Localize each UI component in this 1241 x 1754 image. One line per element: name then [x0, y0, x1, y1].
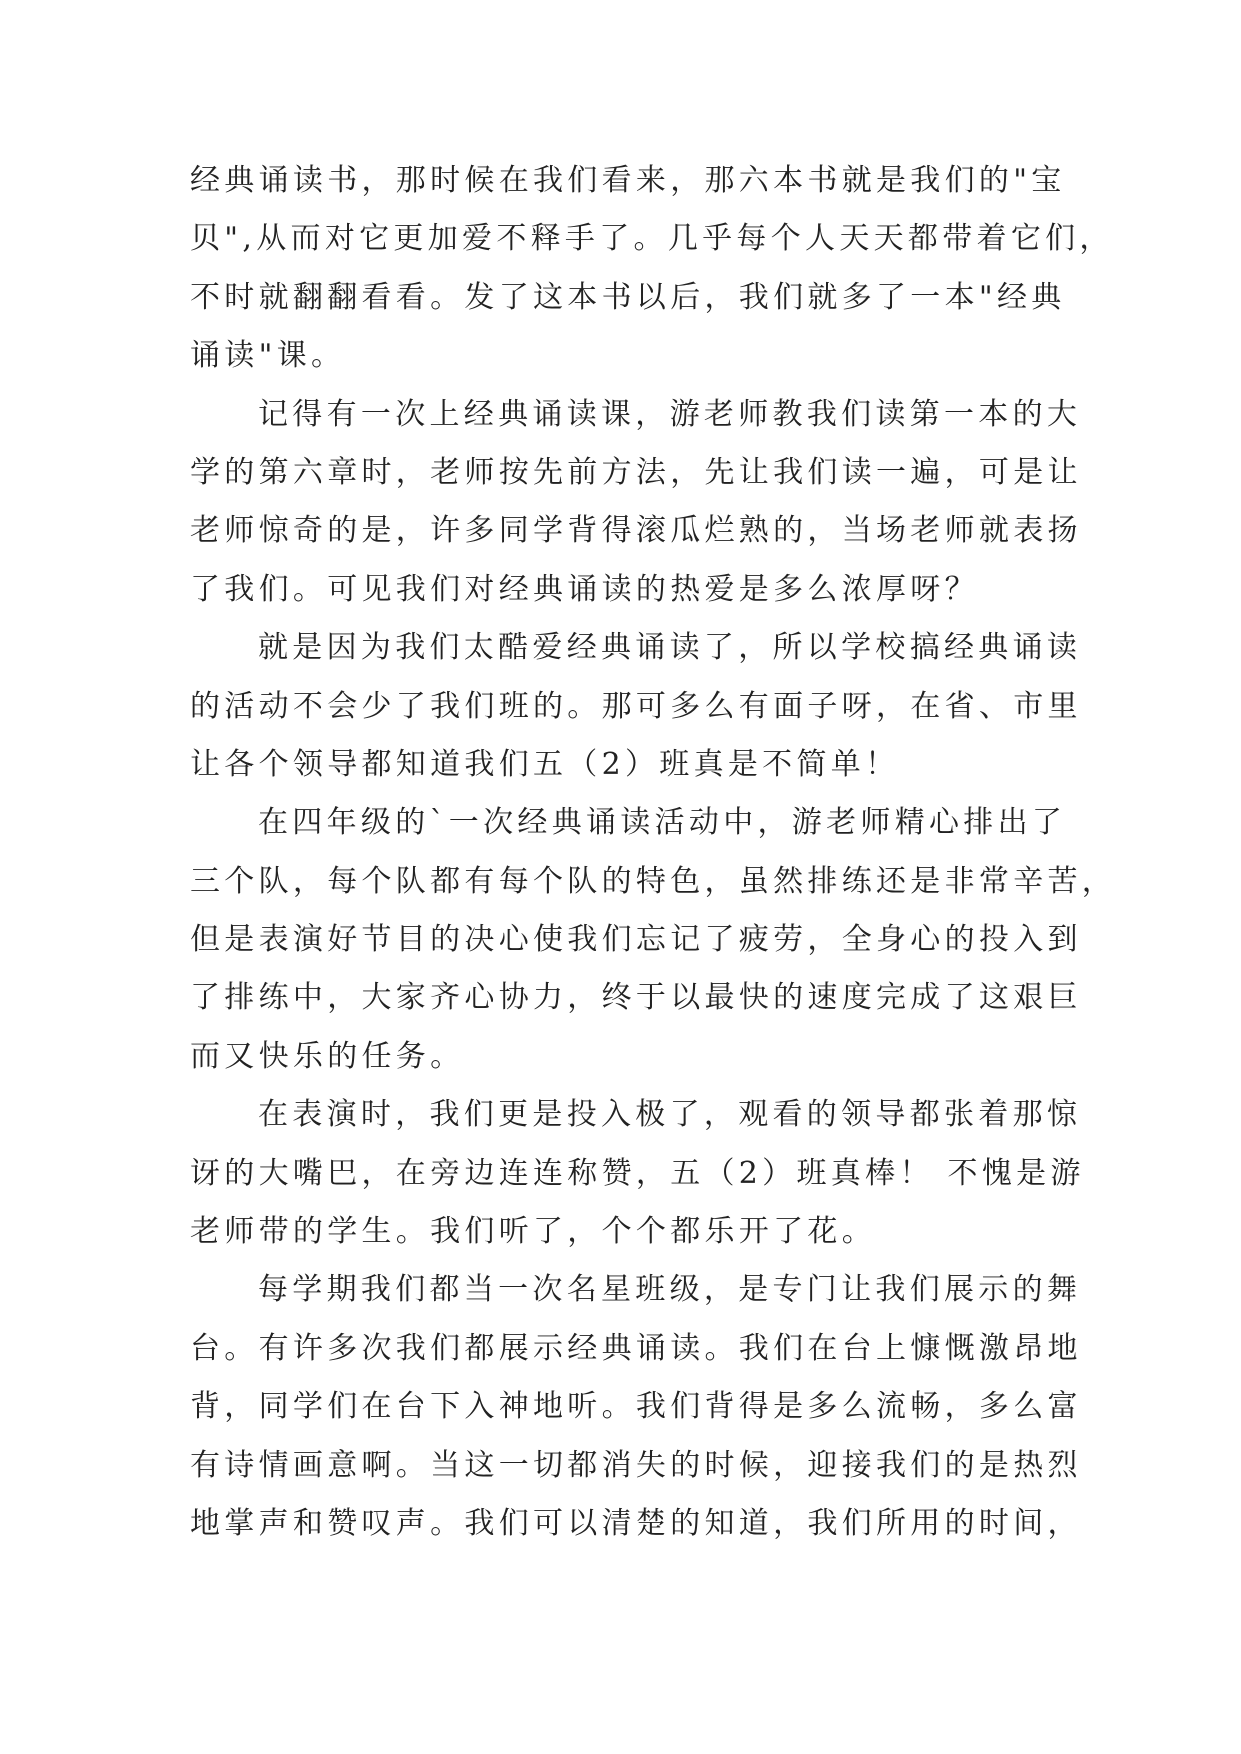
text-line: 记得有一次上经典诵读课，游老师教我们读第一本的大: [258, 396, 1082, 432]
text-line: 三个队，每个队都有每个队的特色，虽然排练还是非常辛苦，: [190, 863, 1117, 899]
text-line: 每学期我们都当一次名星班级，是专门让我们展示的舞: [258, 1272, 1082, 1308]
body-text: [190, 152, 1117, 1553]
text-line: 讶的大嘴巴，在旁边连连称赞，五（2）班真棒！ 不愧是游: [190, 1155, 1085, 1191]
text-line: 经典诵读书，那时候在我们看来，那六本书就是我们的"宝: [190, 163, 1066, 198]
text-line: 让各个领导都知道我们五（2）班真是不简单！: [190, 746, 900, 782]
text-line: 老师带的学生。我们听了，个个都乐开了花。: [190, 1214, 876, 1250]
text-line: 就是因为我们太酷爱经典诵读了，所以学校搞经典诵读: [258, 630, 1082, 666]
text-line: 有诗情画意啊。当这一切都消失的时候，迎接我们的是热烈: [190, 1447, 1082, 1483]
text-line: 背，同学们在台下入神地听。我们背得是多么流畅，多么富: [190, 1389, 1082, 1425]
text-line: 老师惊奇的是，许多同学背得滚瓜烂熟的，当场老师就表扬: [190, 513, 1082, 549]
text-line: 而又快乐的任务。: [190, 1038, 465, 1074]
text-line: 在四年级的`一次经典诵读活动中，游老师精心排出了: [258, 805, 1067, 841]
text-line: 了我们。可见我们对经典诵读的热爱是多么浓厚呀？: [190, 571, 979, 607]
text-line: 台。有许多次我们都展示经典诵读。我们在台上慷慨激昂地: [190, 1330, 1082, 1366]
text-line: 贝",从而对它更加爱不释手了。几乎每个人天天都带着它们，: [190, 221, 1114, 257]
text-line: 了排练中，大家齐心协力，终于以最快的速度完成了这艰巨: [190, 980, 1082, 1016]
text-line: 但是表演好节目的决心使我们忘记了疲劳，全身心的投入到: [190, 922, 1082, 958]
text-line: 诵读"课。: [190, 338, 346, 374]
text-line: 学的第六章时，老师按先前方法，先让我们读一遍，可是让: [190, 454, 1082, 490]
text-line: 地掌声和赞叹声。我们可以清楚的知道，我们所用的时间，: [190, 1505, 1082, 1541]
text-line: 在表演时，我们更是投入极了，观看的领导都张着那惊: [258, 1097, 1082, 1133]
text-line: 的活动不会少了我们班的。那可多么有面子呀，在省、市里: [190, 688, 1082, 724]
text-line: 不时就翻翻看看。发了这本书以后，我们就多了一本"经典: [190, 279, 1066, 315]
